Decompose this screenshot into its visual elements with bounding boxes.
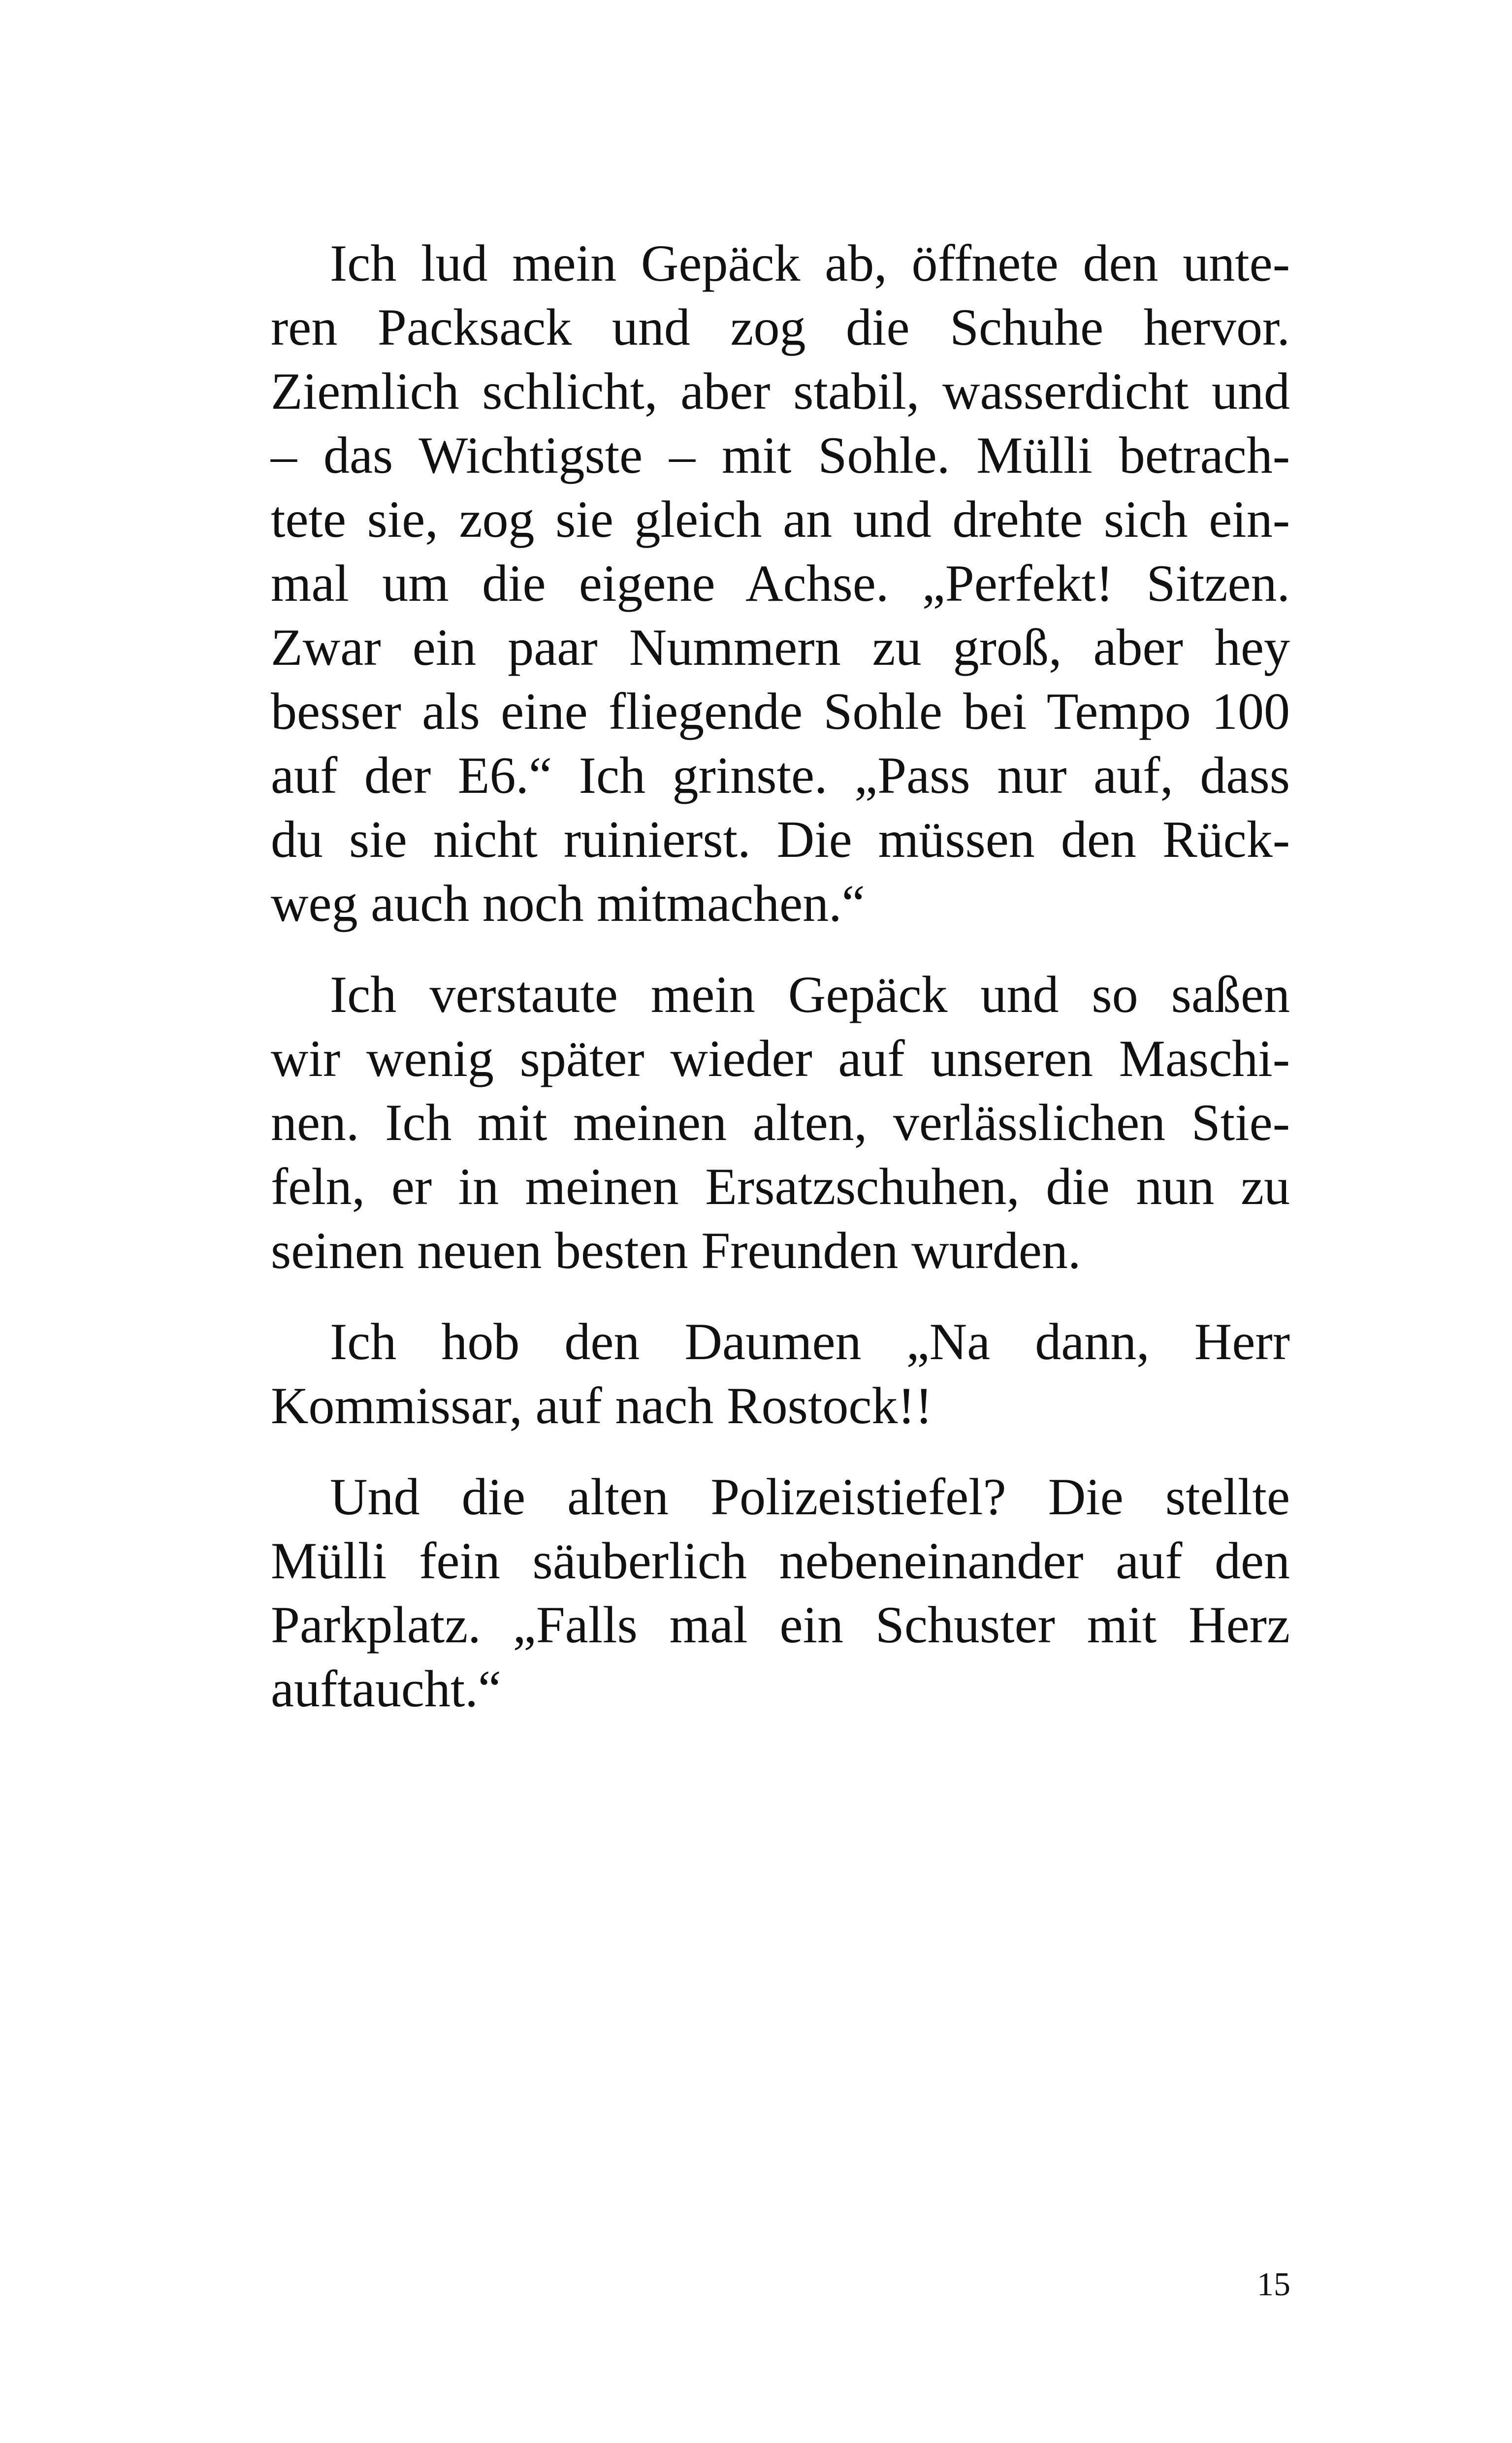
text-line: Kommissar, auf nach Rostock!! bbox=[271, 1377, 933, 1434]
page-number: 15 bbox=[1257, 2265, 1290, 2303]
text-line: weg auch noch mitmachen.“ bbox=[271, 875, 865, 932]
text-line: wir wenig später wieder auf unseren Maschi- bbox=[271, 1030, 1290, 1087]
text-line: Ich verstaute mein Gepäck und so saßen bbox=[330, 966, 1290, 1023]
text-line: du sie nicht ruinierst. Die müssen den Rück- bbox=[271, 811, 1290, 868]
paragraph-3 bbox=[271, 1310, 1290, 1438]
text-line: Mülli fein säuberlich nebeneinander auf den bbox=[271, 1532, 1290, 1590]
text-line: auf der E6.“ Ich grinste. „Pass nur auf, dass bbox=[271, 747, 1290, 804]
text-line: seinen neuen besten Freunden wurden. bbox=[271, 1222, 1081, 1279]
text-line: – das Wichtigste – mit Sohle. Mülli betrach- bbox=[271, 426, 1290, 484]
text-line: Parkplatz. „Falls mal ein Schuster mit Herz bbox=[271, 1596, 1290, 1654]
text-line: Ziemlich schlicht, aber stabil, wasserdicht und bbox=[271, 362, 1290, 420]
text-line: Ich hob den Daumen „Na dann, Herr bbox=[330, 1313, 1290, 1370]
text-line: Zwar ein paar Nummern zu groß, aber hey bbox=[271, 619, 1290, 676]
paragraph-2 bbox=[271, 963, 1290, 1283]
text-line: tete sie, zog sie gleich an und drehte sich ein- bbox=[271, 490, 1290, 548]
text-line: Ich lud mein Gepäck ab, öffnete den unte- bbox=[330, 234, 1290, 292]
text-line: auftaucht.“ bbox=[271, 1660, 501, 1718]
text-line: ren Packsack und zog die Schuhe hervor. bbox=[271, 298, 1290, 356]
paragraph-4 bbox=[271, 1465, 1290, 1721]
text-line: feln, er in meinen Ersatzschuhen, die nun zu bbox=[271, 1158, 1290, 1215]
body-text bbox=[271, 231, 1290, 1748]
paragraph-1 bbox=[271, 231, 1290, 936]
text-line: nen. Ich mit meinen alten, verlässlichen Stie- bbox=[271, 1094, 1290, 1151]
text-line: Und die alten Polizeistiefel? Die stellte bbox=[330, 1468, 1290, 1526]
text-line: mal um die eigene Achse. „Perfekt! Sitzen. bbox=[271, 554, 1290, 612]
text-line: besser als eine fliegende Sohle bei Tempo 100 bbox=[271, 683, 1290, 740]
